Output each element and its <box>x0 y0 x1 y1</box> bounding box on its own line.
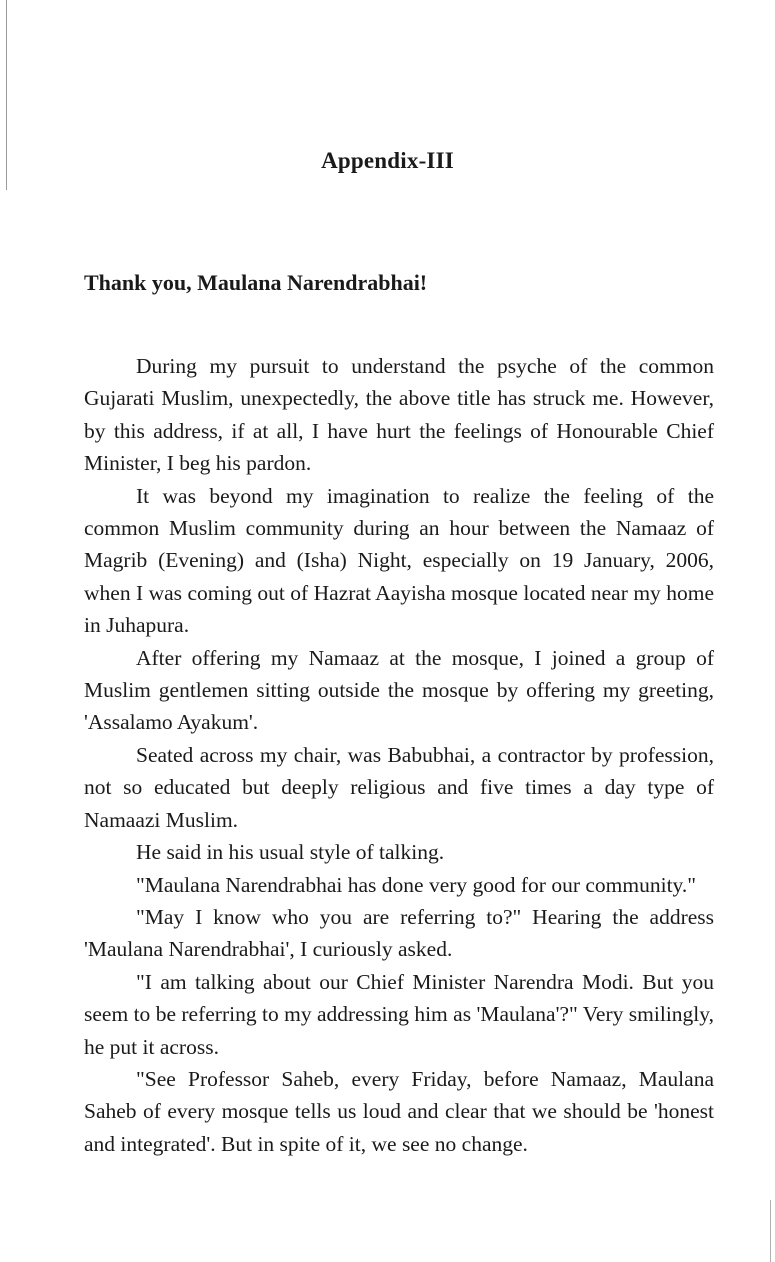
paragraph: He said in his usual style of talking. <box>136 840 445 865</box>
paragraph: "See Professor Saheb, every Friday, before Namaaz, Maulana Saheb of every mosque tells us loud and clear that we should be 'honest and integrated'. But in spite of it, we see no change. <box>84 1066 714 1156</box>
paragraph: It was beyond my imagination to realize the feeling of the common Muslim community during an hour between the Namaaz of Magrib (Evening) and (Isha) Night, especially on 19 January, 2006, when I was coming out of Hazrat Aayisha mosque located near my home in Juhapura. <box>84 483 714 638</box>
paragraph: "Maulana Narendrabhai has done very good for our community." <box>136 872 697 897</box>
paragraph: "I am talking about our Chief Minister Narendra Modi. But you seem to be referring to my addressing him as 'Maulana'?" Very smilingly, he put it across. <box>84 969 714 1059</box>
paragraph: After offering my Namaaz at the mosque, I joined a group of Muslim gentlemen sitting outside the mosque by offering my greeting, 'Assalamo Ayakum'. <box>84 645 714 735</box>
appendix-title: Appendix-III <box>321 148 454 173</box>
section-heading: Thank you, Maulana Narendrabhai! <box>84 270 428 295</box>
paragraph: During my pursuit to understand the psyche of the common Gujarati Muslim, unexpectedly, the above title has struck me. However, by this address, if at all, I have hurt the feelings of Honourable Chief Minister, I beg his pardon. <box>84 354 714 476</box>
body-text <box>84 350 714 1160</box>
paragraph: Seated across my chair, was Babubhai, a contractor by profession, not so educated but deeply religious and five times a day type of Namaazi Muslim. <box>84 742 714 832</box>
paragraph: "May I know who you are referring to?" Hearing the address 'Maulana Narendrabhai', I curiously asked. <box>84 904 714 962</box>
scan-edge-line-right <box>770 1200 771 1262</box>
